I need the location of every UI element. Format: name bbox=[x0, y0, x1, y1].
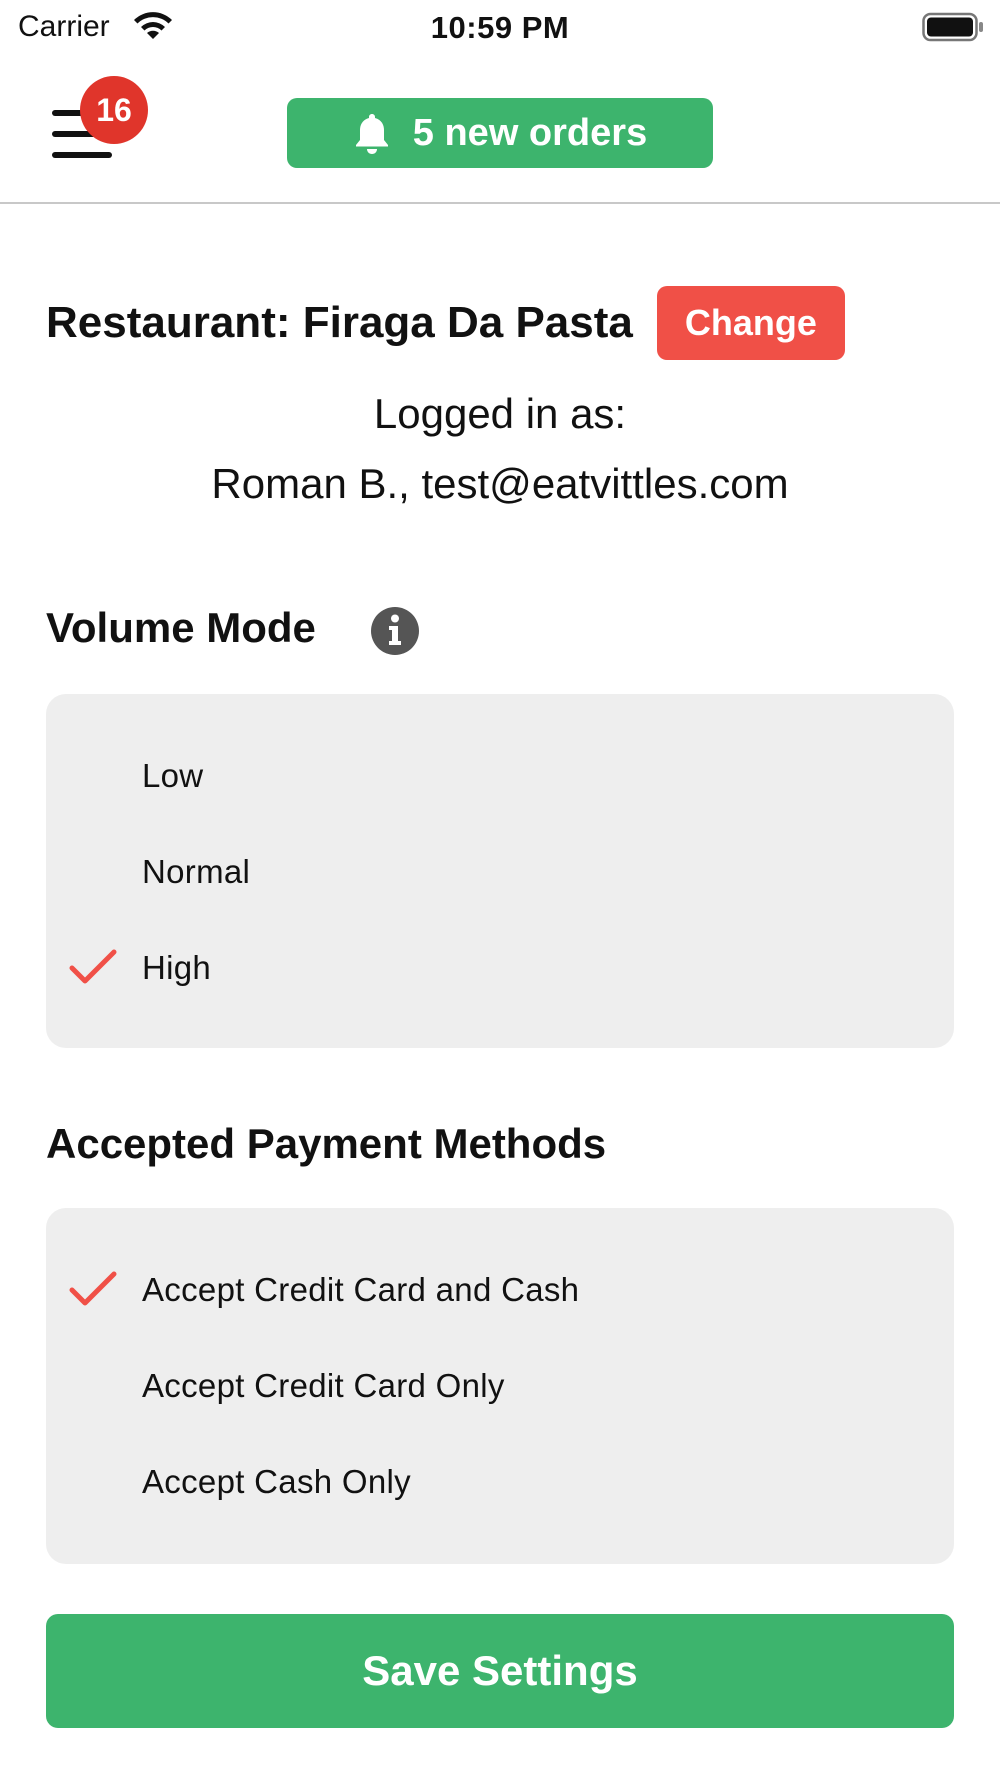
option-label: Accept Cash Only bbox=[142, 1463, 411, 1500]
payment-option-credit-and-cash[interactable] bbox=[46, 1250, 954, 1330]
info-icon[interactable] bbox=[370, 606, 420, 656]
volume-mode-title: Volume Mode bbox=[46, 604, 316, 651]
payment-methods-options bbox=[46, 1208, 954, 1564]
logged-in-label: Logged in as: bbox=[373, 390, 627, 437]
checkmark-icon bbox=[68, 1270, 118, 1310]
battery-icon bbox=[922, 12, 984, 42]
option-label: Accept Credit Card and Cash bbox=[142, 1271, 580, 1308]
restaurant-title: Restaurant: Firaga Da Pasta bbox=[46, 298, 633, 347]
payment-methods-title: Accepted Payment Methods bbox=[46, 1120, 607, 1167]
restaurant-row bbox=[46, 286, 845, 360]
payment-option-cash-only[interactable] bbox=[46, 1442, 954, 1522]
new-orders-button[interactable] bbox=[287, 98, 713, 168]
volume-option-normal[interactable] bbox=[46, 832, 954, 912]
checkmark-icon bbox=[68, 948, 118, 988]
volume-option-high[interactable] bbox=[46, 928, 954, 1008]
status-bar bbox=[0, 0, 1000, 56]
option-label: Accept Credit Card Only bbox=[142, 1367, 505, 1404]
top-header bbox=[0, 56, 1000, 204]
save-settings-button[interactable]: Save Settings bbox=[46, 1614, 954, 1728]
clock: 10:59 PM bbox=[430, 10, 570, 45]
carrier-label: Carrier bbox=[18, 10, 110, 43]
notification-badge: 16 bbox=[80, 76, 148, 144]
logged-in-user: Roman B., test@eatvittles.com bbox=[211, 460, 789, 507]
option-label: Normal bbox=[142, 853, 251, 890]
volume-mode-options bbox=[46, 694, 954, 1048]
volume-option-low[interactable] bbox=[46, 736, 954, 816]
payment-option-credit-only[interactable] bbox=[46, 1346, 954, 1426]
bell-icon bbox=[353, 111, 391, 155]
change-restaurant-button[interactable]: Change bbox=[657, 286, 845, 360]
new-orders-label: 5 new orders bbox=[412, 111, 648, 154]
option-label: High bbox=[142, 949, 212, 986]
option-label: Low bbox=[142, 757, 204, 794]
